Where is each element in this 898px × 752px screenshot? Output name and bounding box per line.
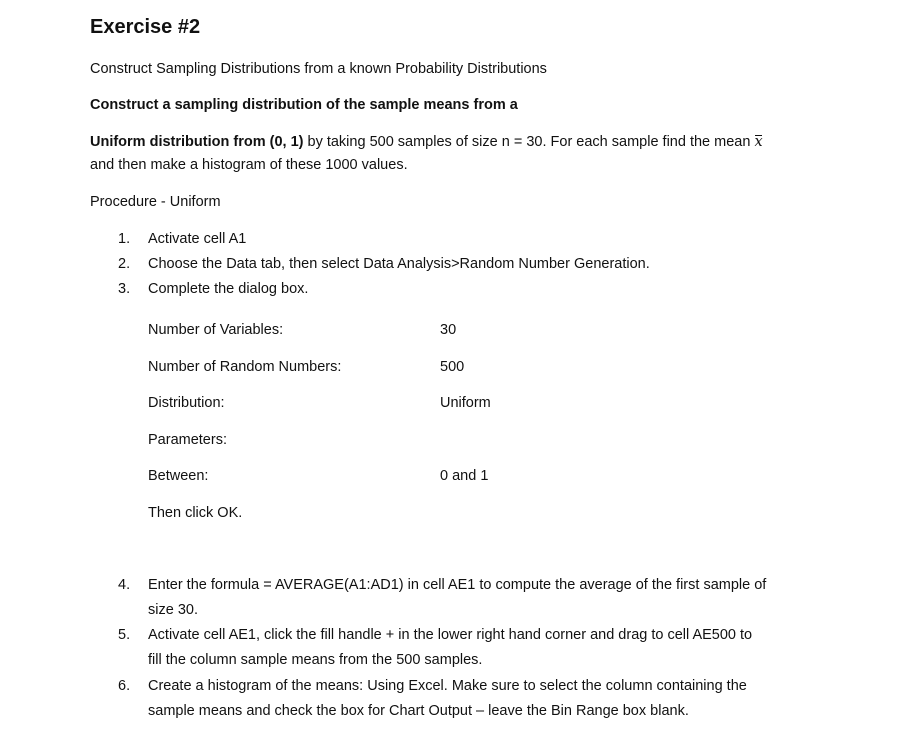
then-click-text: Then click OK. (148, 505, 243, 521)
section-heading: Construct a sampling distribution of the sample means from a (90, 97, 518, 113)
step-number: 3. (118, 281, 131, 297)
dialog-value: Uniform (440, 395, 491, 411)
page-title: Exercise #2 (90, 16, 201, 38)
step-item (118, 577, 766, 593)
description-bold: Uniform distribution from (0, 1) (90, 134, 304, 150)
xbar-symbol: x (754, 134, 763, 150)
step-number: 1. (118, 231, 131, 247)
step-item (118, 281, 308, 297)
step-number: 4. (118, 577, 131, 593)
description-line-1 (90, 134, 763, 150)
step-text: Enter the formula = AVERAGE(A1:AD1) in cell AE1 to compute the average of the first sample of (148, 577, 767, 593)
step-text: Activate cell A1 (148, 231, 247, 247)
step-item (118, 231, 246, 247)
step-number: 5. (118, 627, 131, 643)
step-text: Activate cell AE1, click the fill handle + in the lower right hand corner and drag to cell AE500 to (148, 627, 753, 643)
step-text-continued: sample means and check the box for Chart Output – leave the Bin Range box blank. (148, 703, 689, 719)
dialog-label: Distribution: (148, 395, 225, 411)
step-text: Complete the dialog box. (148, 281, 309, 297)
step-item (118, 678, 747, 694)
description-line-2: and then make a histogram of these 1000 values. (90, 157, 408, 173)
dialog-label: Number of Variables: (148, 322, 284, 338)
step-item (118, 627, 752, 643)
step-text-continued: fill the column sample means from the 500 samples. (148, 652, 483, 668)
dialog-label: Parameters: (148, 432, 227, 448)
dialog-value: 500 (440, 359, 465, 375)
step-text-continued: size 30. (148, 602, 198, 618)
dialog-value: 0 and 1 (440, 468, 489, 484)
step-text: Choose the Data tab, then select Data Analysis>Random Number Generation. (148, 256, 650, 272)
procedure-title: Procedure - Uniform (90, 194, 221, 210)
intro-text: Construct Sampling Distributions from a known Probability Distributions (90, 61, 547, 77)
dialog-label: Number of Random Numbers: (148, 359, 342, 375)
step-item (118, 256, 650, 272)
dialog-label: Between: (148, 468, 209, 484)
step-number: 6. (118, 678, 131, 694)
step-text: Create a histogram of the means: Using Excel. Make sure to select the column containing the (148, 678, 747, 694)
step-number: 2. (118, 256, 131, 272)
description-rest: by taking 500 samples of size n = 30. For each sample find the mean (307, 134, 751, 150)
dialog-value: 30 (440, 322, 457, 338)
